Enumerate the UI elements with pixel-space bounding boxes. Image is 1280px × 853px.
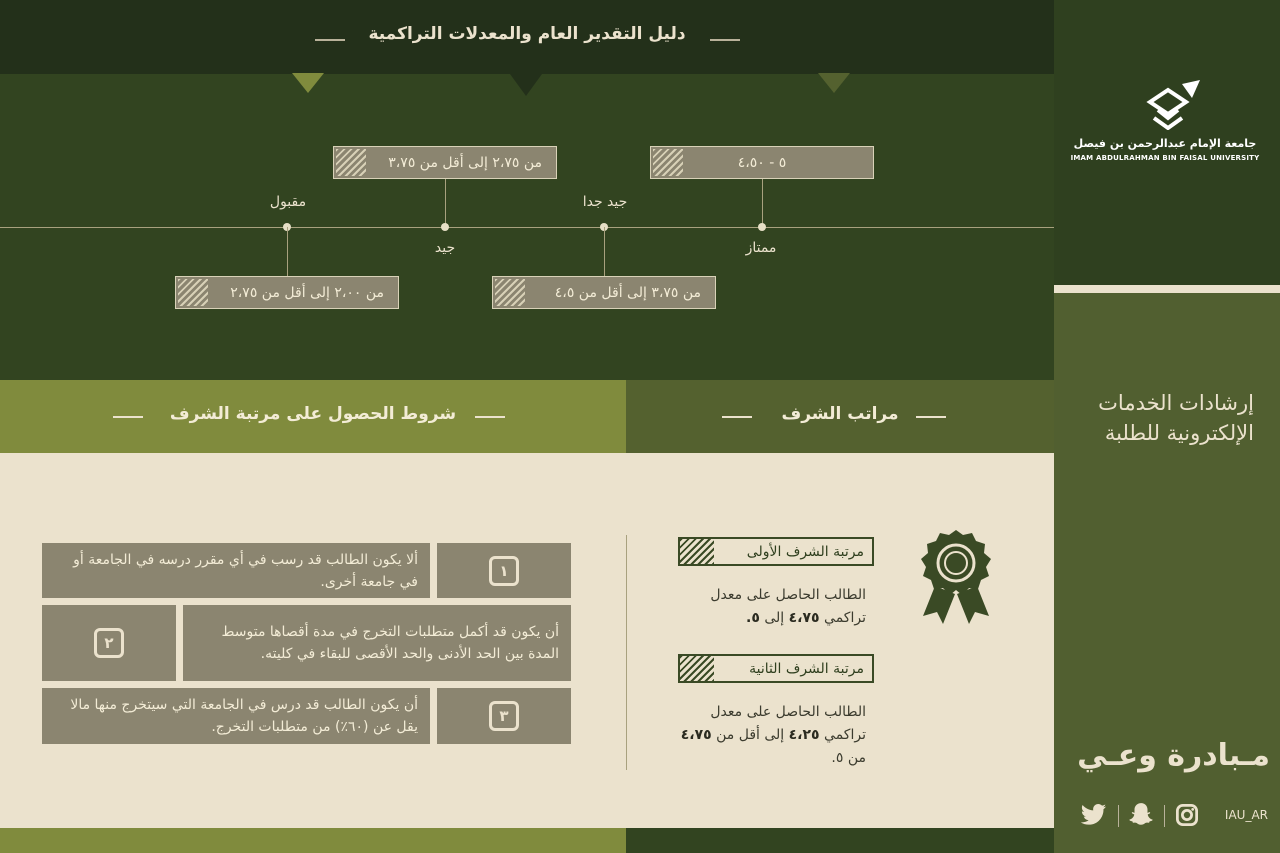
grade-label-very-good: جيد جدا [582, 194, 628, 210]
header-notch [510, 74, 542, 96]
range-text-excellent: ٥ - ٤،٥٠ [737, 154, 787, 171]
honor-second-desc-text: الطالب الحاصل على معدل تراكمي [710, 704, 866, 743]
footer-bar-left [0, 828, 626, 853]
conditions-header [0, 380, 626, 453]
condition-text-3: أن يكون الطالب قد درس في الجامعة التي سيتخرج منها مالا يقل عن (٦٠٪) من متطلبات التخرج. [42, 688, 430, 744]
condition-badge-2: ٢ [94, 628, 124, 658]
university-logo-icon [1146, 80, 1202, 130]
hatch-pattern [653, 149, 683, 176]
honor-second-scale: من ٥. [831, 750, 866, 766]
grade-label-acceptable: مقبول [269, 194, 307, 210]
hatch-pattern [680, 539, 714, 564]
range-box-good [333, 146, 557, 179]
honor-second-label [678, 654, 874, 683]
sidebar-title: إرشادات الخدمات الإلكترونية للطلبة [1098, 391, 1254, 445]
header-dash-right [475, 416, 505, 418]
grade-guide-header [0, 0, 1054, 74]
section-divider [626, 535, 627, 770]
university-name-ar: جامعة الإمام عبدالرحمن بن فيصل [1073, 137, 1257, 150]
honor-first-title: مرتبة الشرف الأولى [746, 543, 864, 560]
honors-header [626, 380, 1054, 453]
honor-first-max: ٥. [746, 610, 760, 626]
conditions-title: شروط الحصول على مرتبة الشرف [169, 404, 457, 424]
snapchat-icon[interactable] [1128, 802, 1154, 828]
honor-second-max: ٤،٧٥ [680, 727, 712, 743]
honors-notch [818, 73, 850, 93]
medal-icon [917, 528, 995, 624]
timeline-stem-very-good [604, 227, 605, 276]
grade-guide-title: دليل التقدير العام والمعدلات التراكمية [368, 24, 686, 44]
social-separator [1164, 805, 1165, 827]
grade-label-good: جيد [434, 240, 456, 256]
timeline-dot-good [441, 223, 449, 231]
timeline-stem-good [445, 179, 446, 227]
range-text-good: من ٢،٧٥ إلى أقل من ٣،٧٥ [388, 154, 542, 171]
honor-first-description [666, 584, 866, 630]
range-box-acceptable [175, 276, 399, 309]
grade-label-excellent: ممتاز [745, 240, 777, 256]
hatch-pattern [178, 279, 208, 306]
honors-title: مراتب الشرف [781, 404, 899, 424]
timeline-line [0, 227, 1054, 228]
range-text-acceptable: من ٢،٠٠ إلى أقل من ٢،٧٥ [230, 284, 384, 301]
hatch-pattern [495, 279, 525, 306]
condition-number-1 [437, 543, 571, 598]
footer-bar-right [626, 828, 1054, 853]
honor-second-to: إلى أقل من [716, 727, 785, 743]
honor-first-desc-text: الطالب الحاصل على معدل تراكمي [710, 587, 866, 626]
honor-first-to: إلى [764, 610, 785, 626]
timeline-stem-excellent [762, 179, 763, 227]
condition-number-2 [42, 605, 176, 681]
twitter-icon[interactable] [1080, 804, 1108, 826]
honor-first-min: ٤،٧٥ [788, 610, 820, 626]
condition-text-1: ألا يكون الطالب قد رسب في أي مقرر درسه في الجامعة أو في جامعة أخرى. [42, 543, 430, 598]
header-dash-right [710, 39, 740, 41]
range-text-very-good: من ٣،٧٥ إلى أقل من ٤،٥ [554, 284, 701, 301]
university-name-en: IMAM ABDULRAHMAN BIN FAISAL UNIVERSITY [1070, 154, 1260, 162]
header-dash-right [916, 416, 946, 418]
timeline-dot-excellent [758, 223, 766, 231]
condition-badge-3: ٣ [489, 701, 519, 731]
sidebar-divider [1054, 285, 1280, 293]
instagram-icon[interactable] [1176, 804, 1198, 826]
honor-second-title: مرتبة الشرف الثانية [749, 660, 864, 677]
timeline-stem-acceptable [287, 227, 288, 276]
conditions-notch [292, 73, 324, 93]
hatch-pattern [680, 656, 714, 681]
social-links [1074, 800, 1274, 830]
range-box-very-good [492, 276, 716, 309]
initiative-name: مـبادرة وعـي [1077, 738, 1270, 773]
hatch-pattern [336, 149, 366, 176]
condition-text-2: أن يكون قد أكمل متطلبات التخرج في مدة أقصاها متوسط المدة بين الحد الأدنى والحد الأقصى للبقاء في كليته. [183, 605, 571, 681]
condition-number-3 [437, 688, 571, 744]
condition-badge-1: ١ [489, 556, 519, 586]
range-box-excellent [650, 146, 874, 179]
honor-first-label [678, 537, 874, 566]
honor-second-min: ٤،٢٥ [788, 727, 820, 743]
social-handle[interactable]: IAU_AR [1224, 808, 1268, 822]
social-separator [1118, 805, 1119, 827]
honor-second-description [666, 701, 866, 770]
